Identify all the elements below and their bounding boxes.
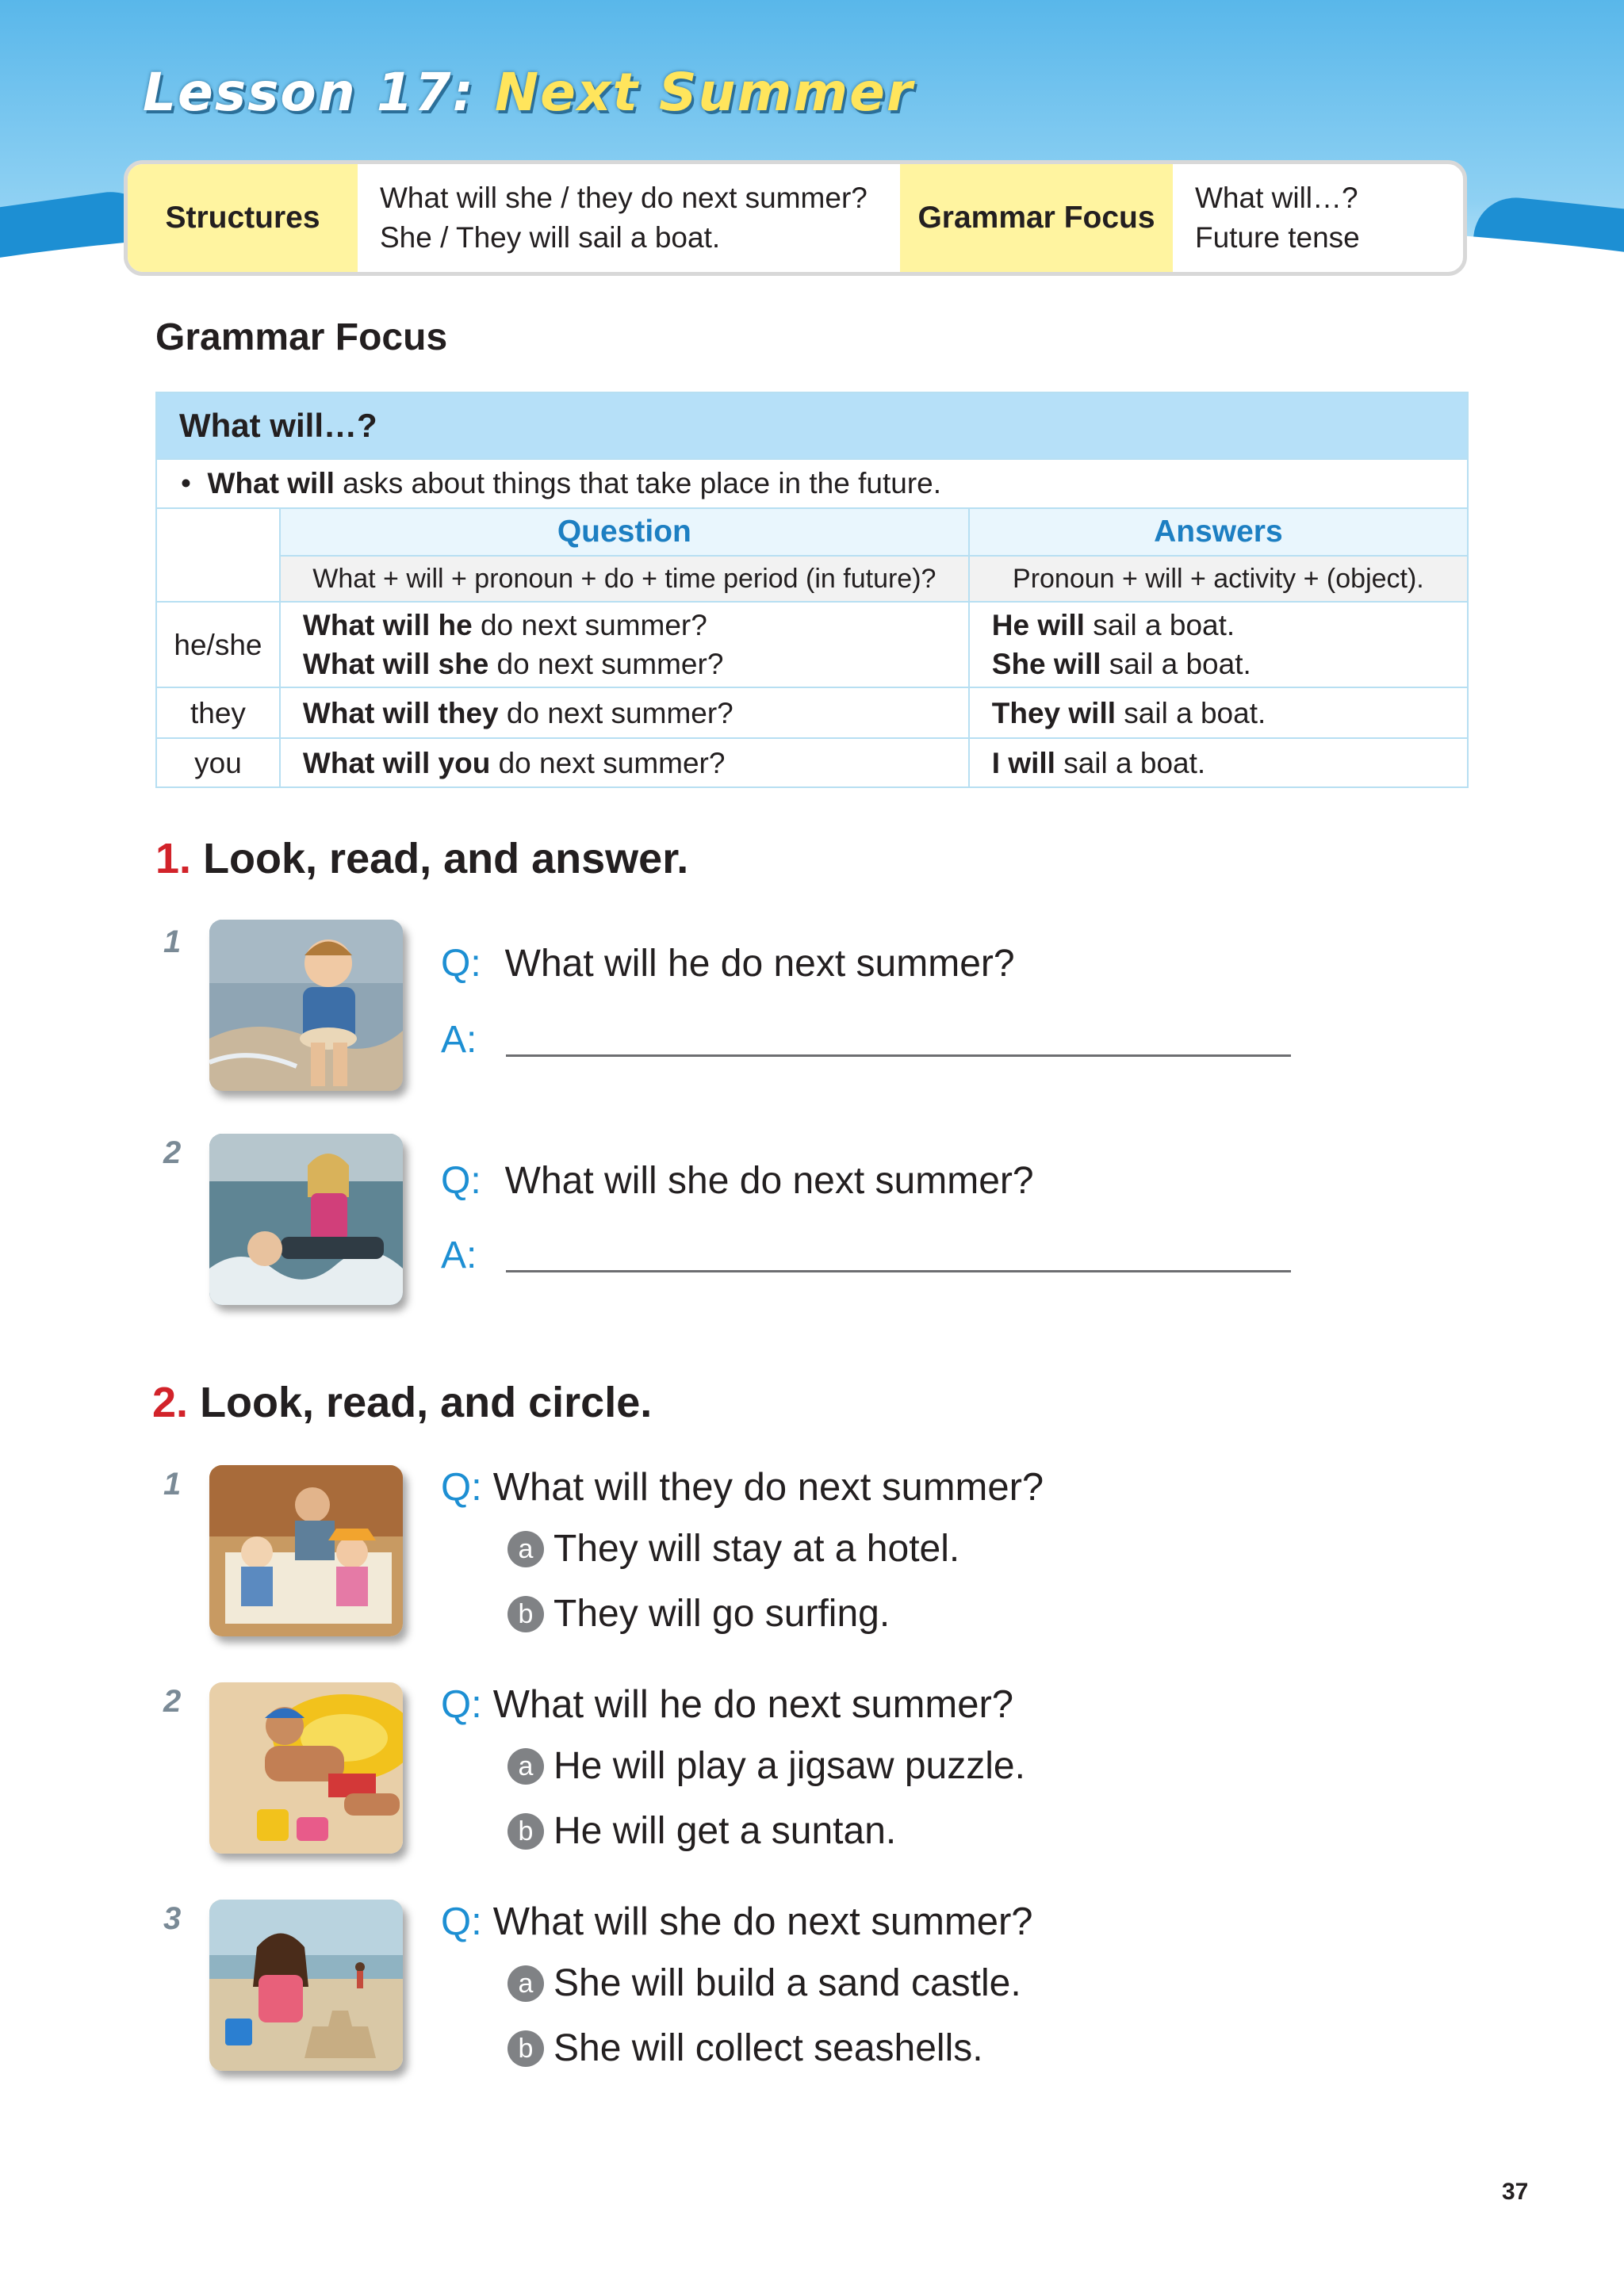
answer-bold: I will (991, 746, 1055, 779)
option-a[interactable] (508, 1527, 959, 1571)
table-note (156, 459, 1468, 508)
grammar-focus-text (1173, 164, 1463, 272)
item-number: 3 (163, 1901, 182, 1936)
question-cell (280, 738, 969, 787)
item-number: 2 (163, 1684, 182, 1719)
question-text: do next summer? (488, 648, 724, 680)
exercise-title: Look, read, and circle. (200, 1379, 653, 1426)
column-header-question: Question (280, 508, 969, 556)
question-label: Q: (441, 1466, 482, 1509)
structures-text (358, 164, 900, 272)
answer-text: sail a boat. (1116, 696, 1266, 729)
item-number: 1 (163, 1467, 182, 1502)
option-badge: b (508, 1596, 544, 1632)
option-text: He will get a suntan. (553, 1810, 897, 1852)
question-label: Q: (441, 1683, 482, 1726)
question-text: do next summer? (472, 609, 707, 641)
grammar-focus-line: What will…? (1195, 182, 1358, 214)
question-line (441, 942, 1015, 985)
pronoun-cell: they (156, 687, 280, 738)
grammar-focus-heading: Grammar Focus (155, 316, 448, 358)
question-label: Q: (441, 1160, 481, 1202)
question-bold: What will they (302, 696, 499, 729)
photo-boy-suntan (209, 1682, 403, 1854)
question-line (441, 1900, 1033, 1944)
option-text: They will go surfing. (553, 1593, 891, 1635)
answer-text: sail a boat. (1055, 746, 1206, 779)
answer-cell (969, 602, 1468, 687)
photo-family-hotel (209, 1465, 403, 1636)
question-text: What will he do next summer? (492, 1683, 1014, 1726)
question-text: do next summer? (490, 746, 726, 779)
option-a[interactable] (508, 1961, 1021, 2005)
option-badge: b (508, 1813, 544, 1850)
note-bold: What will (207, 467, 335, 499)
question-text: What will they do next summer? (492, 1466, 1044, 1509)
answer-text: sail a boat. (1084, 609, 1235, 641)
question-cell (280, 687, 969, 738)
bullet: • (181, 467, 191, 499)
question-cell (280, 602, 969, 687)
pronoun-cell: he/she (156, 602, 280, 687)
lesson-number: Lesson 17: (143, 62, 475, 123)
table-title: What will…? (156, 392, 1468, 459)
item-number: 2 (163, 1135, 182, 1170)
item-number: 1 (163, 924, 182, 959)
exercise-number: 1. (155, 835, 192, 882)
pronoun-cell: you (156, 738, 280, 787)
table-row (156, 602, 1468, 687)
option-badge: a (508, 1531, 544, 1567)
table-row (156, 687, 1468, 738)
exercise-2-heading (152, 1378, 652, 1427)
page-number: 37 (1502, 2179, 1529, 2205)
exercise-1-heading (155, 834, 688, 883)
question-text: What will she do next summer? (504, 1160, 1034, 1202)
option-b[interactable] (508, 1809, 896, 1853)
lesson-title (143, 62, 914, 123)
question-bold: What will you (302, 746, 491, 779)
lesson-name: Next Summer (494, 62, 914, 123)
question-text: do next summer? (498, 696, 733, 729)
option-text: He will play a jigsaw puzzle. (553, 1745, 1025, 1787)
note-text: asks about things that take place in the future. (334, 467, 942, 499)
option-badge: a (508, 1965, 544, 2002)
question-line (441, 1682, 1013, 1727)
answer-text: sail a boat. (1101, 648, 1251, 680)
option-text: She will build a sand castle. (553, 1962, 1021, 2004)
answer-label: A: (441, 1019, 477, 1061)
option-b[interactable] (508, 1592, 890, 1636)
answer-cell (969, 687, 1468, 738)
answer-cell (969, 738, 1468, 787)
answer-bold: He will (991, 609, 1085, 641)
question-text: What will he do next summer? (504, 943, 1015, 985)
blank-cell (156, 508, 280, 602)
grammar-table (155, 392, 1469, 788)
photo-boy-seashells (209, 920, 403, 1091)
answer-line[interactable] (506, 1270, 1291, 1272)
structures-line: She / They will sail a boat. (380, 221, 721, 254)
question-bold: What will he (302, 609, 473, 641)
option-text: They will stay at a hotel. (553, 1528, 960, 1570)
structures-strip (124, 160, 1467, 276)
answer-label: A: (441, 1234, 477, 1276)
pattern-question: What + will + pronoun + do + time period (in future)? (280, 556, 969, 602)
photo-girl-sandcastle (209, 1900, 403, 2071)
answer-bold: She will (991, 648, 1101, 680)
exercise-number: 2. (152, 1379, 189, 1426)
option-badge: b (508, 2030, 544, 2067)
table-row (156, 738, 1468, 787)
pattern-answer: Pronoun + will + activity + (object). (969, 556, 1468, 602)
question-text: What will she do next summer? (492, 1900, 1033, 1943)
exercise-title: Look, read, and answer. (203, 835, 689, 882)
structures-line: What will she / they do next summer? (380, 182, 868, 214)
question-label: Q: (441, 943, 481, 985)
question-label: Q: (441, 1900, 482, 1943)
option-badge: a (508, 1748, 544, 1785)
option-a[interactable] (508, 1744, 1025, 1788)
structures-label: Structures (128, 164, 358, 272)
question-bold: What will she (302, 648, 489, 680)
option-b[interactable] (508, 2026, 983, 2070)
answer-line[interactable] (506, 1054, 1291, 1057)
photo-girl-jetski (209, 1134, 403, 1305)
answer-bold: They will (991, 696, 1116, 729)
grammar-focus-label: Grammar Focus (900, 164, 1173, 272)
question-line (441, 1159, 1034, 1203)
grammar-focus-line: Future tense (1195, 221, 1360, 254)
question-line (441, 1465, 1044, 1510)
option-text: She will collect seashells. (553, 2027, 983, 2069)
column-header-answers: Answers (969, 508, 1468, 556)
